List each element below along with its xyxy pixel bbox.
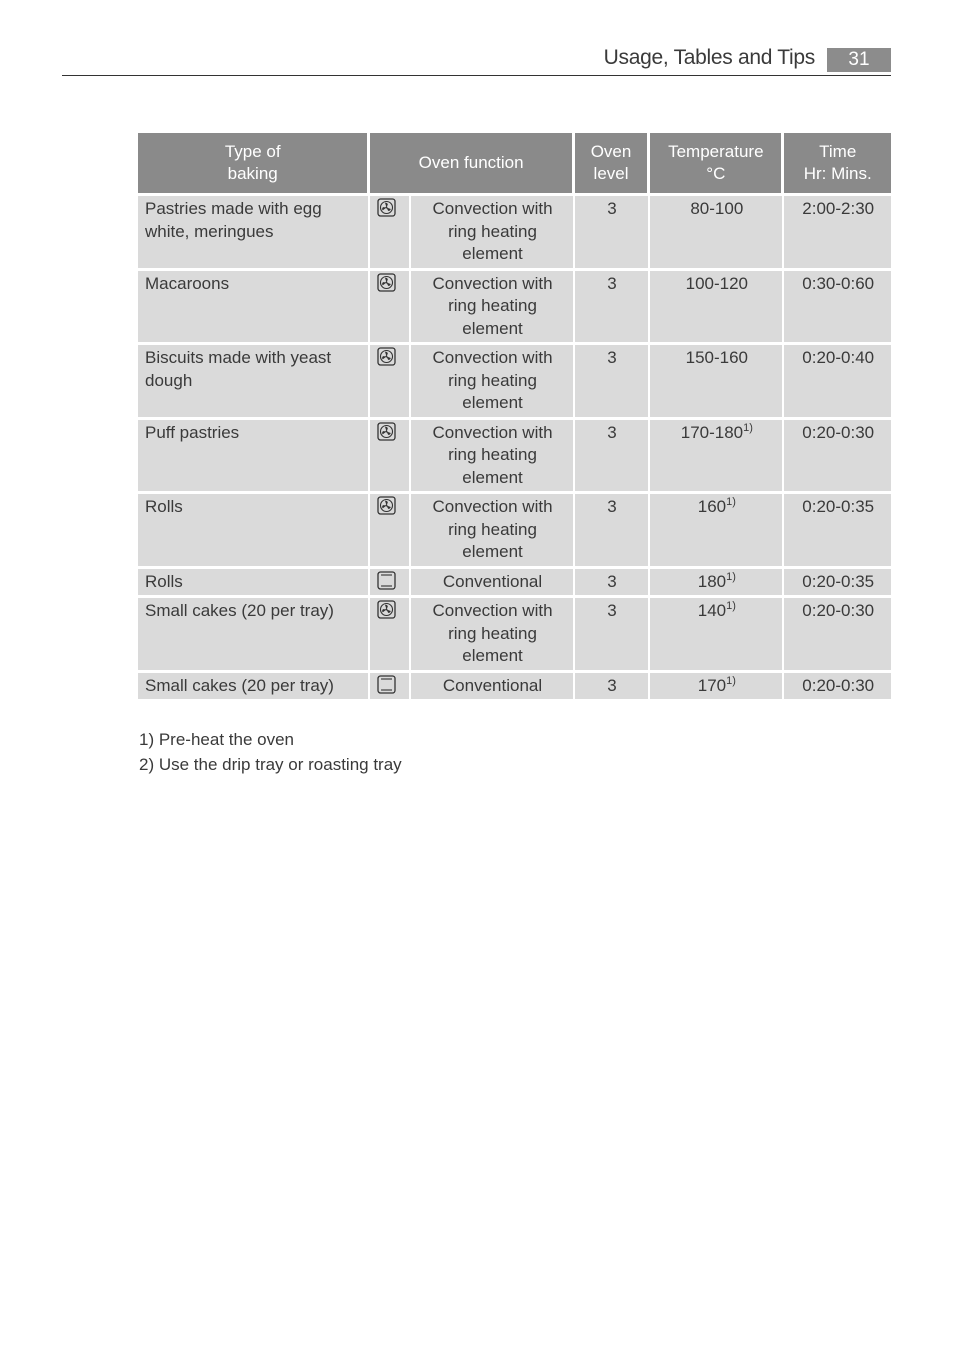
oven-level: 3 xyxy=(575,598,650,673)
temperature-value: 150-160 xyxy=(685,348,749,367)
temperature-value: 100-120 xyxy=(685,273,749,293)
oven-function: Convection with ring heating element xyxy=(411,494,575,569)
temperature xyxy=(650,420,784,495)
temperature-value: 170 xyxy=(697,675,727,695)
col-header-temperature: Temperature °C xyxy=(650,133,784,196)
oven-function: Convection with ring heating element xyxy=(411,598,575,673)
table-row xyxy=(138,673,891,703)
conventional-icon xyxy=(370,673,411,703)
table-row xyxy=(138,494,891,569)
convection-ring-icon xyxy=(370,271,411,346)
table-row xyxy=(138,196,891,271)
col-header-function: Oven function xyxy=(370,133,574,196)
oven-function: Convection with ring heating element xyxy=(411,420,575,495)
temperature-value: 180 xyxy=(697,571,727,591)
temperature-value: 160 xyxy=(697,497,727,516)
baking-time: 0:30-0:60 xyxy=(784,271,891,346)
footnote-ref: 1) xyxy=(726,570,736,583)
conventional-icon xyxy=(370,569,411,599)
baking-time: 0:20-0:35 xyxy=(784,494,891,569)
temperature-value: 170-180 xyxy=(680,422,744,442)
temperature xyxy=(650,598,784,673)
col-header-type: Type of baking xyxy=(138,133,370,196)
temperature xyxy=(650,271,784,346)
oven-level: 3 xyxy=(575,494,650,569)
baking-time: 0:20-0:30 xyxy=(784,673,891,703)
oven-level: 3 xyxy=(575,420,650,495)
temperature-value: 140 xyxy=(697,601,727,620)
baking-type: Rolls xyxy=(138,569,370,599)
oven-level: 3 xyxy=(575,673,650,703)
footnote-ref: 1) xyxy=(743,421,753,434)
footnote-1: 1) Pre-heat the oven xyxy=(139,730,294,749)
baking-time: 0:20-0:40 xyxy=(784,345,891,420)
temperature xyxy=(650,196,784,271)
footnotes xyxy=(139,727,402,777)
temperature xyxy=(650,345,784,420)
footnote-ref: 1) xyxy=(726,496,736,508)
oven-level: 3 xyxy=(575,345,650,420)
oven-function: Convection with ring heating element xyxy=(411,345,575,420)
baking-type: Small cakes (20 per tray) xyxy=(138,598,370,673)
baking-type: Puff pastries xyxy=(138,420,370,495)
temperature xyxy=(650,673,784,703)
temperature xyxy=(650,494,784,569)
oven-function: Convection with ring heating element xyxy=(411,196,575,271)
baking-time: 2:00-2:30 xyxy=(784,196,891,271)
baking-type: Macaroons xyxy=(138,271,370,346)
footnote-2: 2) Use the drip tray or roasting tray xyxy=(139,755,402,774)
temperature-value: 80-100 xyxy=(690,199,744,218)
footnote-ref: 1) xyxy=(726,674,736,687)
convection-ring-icon xyxy=(370,420,411,495)
baking-type: Small cakes (20 per tray) xyxy=(138,673,370,703)
baking-type: Pastries made with egg white, meringues xyxy=(138,196,370,271)
footnote-ref: 1) xyxy=(726,600,736,612)
table-row xyxy=(138,569,891,599)
col-header-level: Oven level xyxy=(575,133,650,196)
table-body xyxy=(138,196,891,702)
convection-ring-icon xyxy=(370,494,411,569)
table-row xyxy=(138,271,891,346)
col-header-time: Time Hr: Mins. xyxy=(784,133,891,196)
oven-function: Conventional xyxy=(411,673,575,703)
table-row xyxy=(138,420,891,495)
baking-time: 0:20-0:30 xyxy=(784,420,891,495)
page-number: 31 xyxy=(827,48,891,72)
section-title: Usage, Tables and Tips xyxy=(603,46,815,69)
page-header xyxy=(62,44,891,76)
baking-time: 0:20-0:35 xyxy=(784,569,891,599)
oven-function: Convection with ring heating element xyxy=(411,271,575,346)
convection-ring-icon xyxy=(370,598,411,673)
oven-level: 3 xyxy=(575,196,650,271)
oven-level: 3 xyxy=(575,569,650,599)
baking-type: Biscuits made with yeast dough xyxy=(138,345,370,420)
table-row xyxy=(138,345,891,420)
table-header-row xyxy=(138,133,891,196)
table-row xyxy=(138,598,891,673)
convection-ring-icon xyxy=(370,345,411,420)
oven-function: Conventional xyxy=(411,569,575,599)
baking-time: 0:20-0:30 xyxy=(784,598,891,673)
baking-type: Rolls xyxy=(138,494,370,569)
oven-level: 3 xyxy=(575,271,650,346)
convection-ring-icon xyxy=(370,196,411,271)
temperature xyxy=(650,569,784,599)
baking-table xyxy=(138,133,891,702)
